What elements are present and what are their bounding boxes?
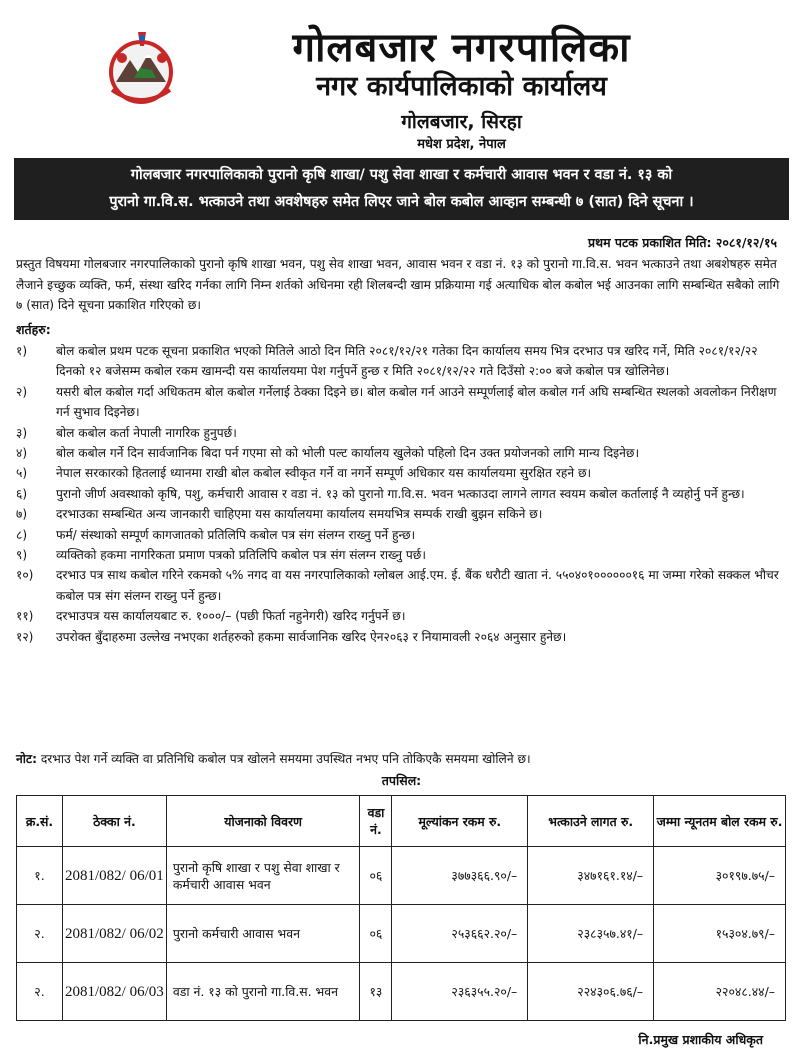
cell-sn: २. — [17, 963, 63, 1021]
term-item: ८) फर्म/ संस्थाको सम्पूर्ण कागजातको प्रतिलिपि कबोल पत्र संग संलग्न राख्नु पर्ने हुन्छ। — [16, 527, 416, 542]
cell-demolition: २३८३५७.४१/– — [528, 905, 654, 963]
note-label: नोट: — [16, 752, 37, 766]
cell-min-bid: २२०४८.४४/– — [654, 963, 786, 1021]
cell-description: पुरानो कृषि शाखा र पशु सेवा शाखा र कर्मचारी आवास भवन — [166, 847, 360, 905]
cell-contract-no: 2081/082/ 06/01 — [62, 847, 166, 905]
cell-sn: २. — [17, 905, 63, 963]
col-header-demolition: भत्काउने लागत रु. — [528, 796, 654, 847]
cell-ward: १३ — [360, 963, 392, 1021]
col-header-ward: वडा नं. — [360, 796, 392, 847]
office-location: गोलबजार, सिरहा — [401, 111, 522, 133]
cell-valuation: ३७७३६६.९०/– — [392, 847, 528, 905]
term-item: ११) दरभाउपत्र यस कार्यालयबाट रु. १०००/– (पछी फिर्ता नहुनेगरी) खरिद गर्नुपर्ने छ। — [16, 609, 406, 624]
note-line — [16, 750, 531, 767]
col-header-valuation: मूल्यांकन रकम रु. — [392, 796, 528, 847]
table-header-row — [17, 796, 786, 847]
headline-line-2: पुरानो गा.वि.स. भत्काउने तथा अवशेषहरु समेत लिएर जाने बोल कबोल आव्हान सम्बन्धी ७ (सात) दिने सूचना । — [109, 194, 694, 210]
table-row — [17, 847, 786, 905]
cell-valuation: २३६३५५.२०/– — [392, 963, 528, 1021]
term-item: १०) दरभाउ पत्र साथ कबोल गरिने रकमको ५% नगद वा यस नगरपालिकाको ग्लोबल आई.एम. ई. बैंक धरौटी खाता नं. ५५०४०१००००००१६ मा जम्मा गरेको सक्कल भौचर कबोल पत्र संग संलग्न राख्नु पर्ने हुन्छ। — [16, 568, 779, 603]
office-name: नगर कार्यपालिकाको कार्यालय — [316, 71, 607, 102]
province-name: मधेश प्रदेश, नेपाल — [417, 137, 506, 152]
term-item: ३) बोल कबोल कर्ता नेपाली नागरिक हुनुपर्छ। — [16, 425, 237, 440]
terms-list — [16, 341, 788, 647]
col-header-contract: ठेक्का नं. — [62, 796, 166, 847]
term-item: ७) दरभाउका सम्बन्धित अन्य जानकारी चाहिएमा यस कार्यालयमा कार्यालय समयभित्र सम्पर्क राखी बुझन सकिने छ। — [16, 507, 543, 522]
cell-valuation: २५३६६२.२०/– — [392, 905, 528, 963]
schedule-heading: तपसिल: — [381, 773, 422, 788]
cell-min-bid: ३०१९७.७५/– — [654, 847, 786, 905]
intro-paragraph: प्रस्तुत विषयमा गोलबजार नगरपालिकाको पुरानो कृषि शाखा भवन, पशु सेव शाखा भवन, आवास भवन र वडा नं. १३ को पुरानो गा.वि.स. भवन भत्काउने तथा अबशेषहरु समेत लैजाने इच्छुक व्यक्ति, फर्म, संस्था खरिद गर्नका लागि निम्न शर्तको अधिनमा रही शिलबन्दी खाम प्रक्रियामा गई अत्याधिक बोल कबोल भई आउनका लागि सम्बन्धित सबैको लागि ७ (सात) दिने सूचना प्रकाशित गरिएको छ। — [16, 257, 780, 312]
cell-description: वडा नं. १३ को पुरानो गा.वि.स. भवन — [166, 963, 360, 1021]
cell-contract-no: 2081/082/ 06/03 — [62, 963, 166, 1021]
cell-demolition: २२४३०६.७६/– — [528, 963, 654, 1021]
col-header-sn: क्र.सं. — [17, 796, 63, 847]
note-text: दरभाउ पेश गर्ने व्यक्ति वा प्रतिनिधि कबोल पत्र खोलने समयमा उपस्थित नभए पनि तोकिएकै समयमा खोलिने छ। — [40, 752, 531, 766]
cell-min-bid: १५३०४.७९/– — [654, 905, 786, 963]
publish-date: प्रथम पटक प्रकाशित मिति: २०८१/१२/१५ — [587, 235, 777, 250]
cell-sn: १. — [17, 847, 63, 905]
col-header-min-bid: जम्मा न्यूनतम बोल रकम रु. — [654, 796, 786, 847]
term-item: १) बोल कबोल प्रथम पटक सूचना प्रकाशित भएको मितिले आठो दिन मिति २०८१/१२/२१ गतेका दिन कार्यालय समय भित्र दरभाउ पत्र खरिद गर्ने, मिति २०८१/१२/२२ दिनको १२ बजेसम्म कबोल रकम खामन्दी यस कार्यालयमा पेश गर्नुपर्ने हुन्छ र मिति २०८१/१२/२२ गते दिउँसो २:०० बजे कबोल पत्र खोलिनेछ। — [16, 344, 758, 379]
term-item: ६) पुरानो जीर्ण अवस्थाको कृषि, पशु, कर्मचारी आवास र वडा नं. १३ को पुरानो गा.वि.स. भवन भत्काउदा लागने लागत स्वयम कबोल कर्तालाई नै व्यहोर्नु पर्ने हुन्छ। — [16, 486, 745, 501]
headline-line-1: गोलबजार नगरपालिकाको पुरानो कृषि शाखा/ पशु सेवा शाखा र कर्मचारी आवास भवन र वडा नं. १३ को — [130, 167, 673, 183]
term-item: ४) बोल कबोल गर्ने दिन सार्वजानिक बिदा पर्न गएमा सो को भोली पल्ट कार्यालय खुलेको पहिलो दिन उक्त प्रयोजनको लागि मान्य दिइनेछ। — [16, 446, 640, 461]
cell-ward: ०६ — [360, 905, 392, 963]
contracts-table — [16, 795, 786, 1021]
cell-ward: ०६ — [360, 847, 392, 905]
cell-contract-no: 2081/082/ 06/02 — [62, 905, 166, 963]
municipality-title: गोलबजार नगरपालिका — [292, 25, 631, 71]
table-row — [17, 905, 786, 963]
term-item: १२) उपरोक्त बुँदाहरुमा उल्लेख नभएका शर्तहरुको हकमा सार्वजानिक खरिद ऐन२०६३ र नियामावली २०६४ अनुसार हुनेछ। — [16, 629, 567, 644]
cell-description: पुरानो कर्मचारी आवास भवन — [166, 905, 360, 963]
cell-demolition: ३४७१६१.१४/– — [528, 847, 654, 905]
term-item: ५) नेपाल सरकारको हितलाई ध्यानमा राखी बोल कबोल स्वीकृत गर्ने वा नगर्ने सम्पूर्ण अधिकार यस कार्यालयमा सुरक्षित रहने छ। — [16, 466, 592, 481]
terms-heading: शर्तहरु: — [16, 322, 51, 337]
notice-headline — [14, 158, 789, 220]
term-item: ९) व्यक्तिको हकमा नागरिकता प्रमाण पत्रको प्रतिलिपि कबोल पत्र संग संलग्न राख्नु पर्छ। — [16, 548, 426, 563]
col-header-description: योजनाको विवरण — [166, 796, 360, 847]
term-item: २) यसरी बोल कबोल गर्दा अधिकतम बोल कबोल गर्नेलाई ठेक्का दिइने छ। बोल कबोल गर्न आउने सम्पूर्णलाई बोल कबोल गर्न अघि सम्बन्धित स्थलको अवलोकन निरीक्षण गर्न सुभाव दिइनेछ। — [16, 384, 777, 420]
table-row — [17, 963, 786, 1021]
signature-designation: नि.प्रमुख प्रशाकीय अधिकृत — [638, 1032, 763, 1047]
